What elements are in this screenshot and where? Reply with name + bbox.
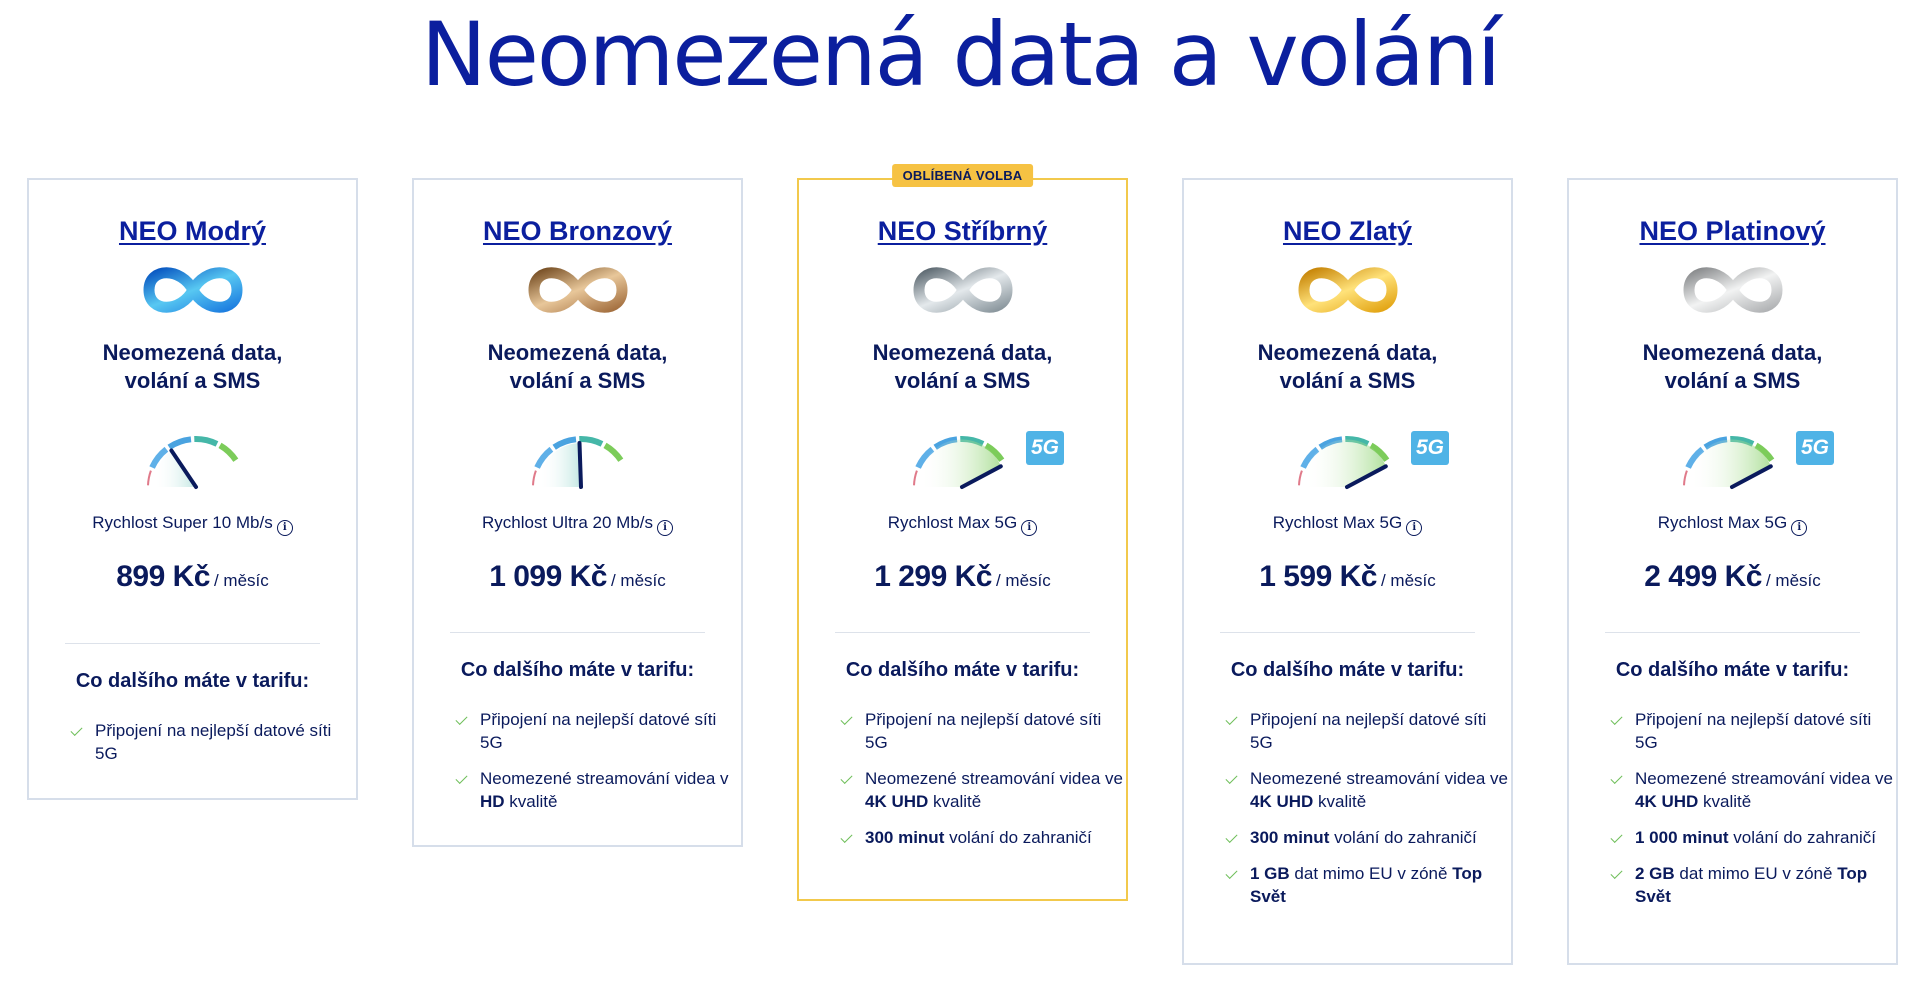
speed-gauge-row — [1569, 417, 1896, 497]
speed-gauge-icon — [1677, 417, 1787, 497]
feature-item — [1607, 767, 1896, 813]
speed-gauge-row — [1184, 417, 1511, 497]
infinity-blue-icon — [141, 261, 245, 319]
infinity-silver-icon — [911, 261, 1015, 319]
divider — [1605, 632, 1860, 633]
headline-line: volání a SMS — [1279, 368, 1416, 393]
speed-gauge-row — [29, 417, 356, 497]
feature-item — [67, 719, 356, 765]
check-icon — [1225, 713, 1237, 725]
plan-card — [797, 168, 1128, 901]
plan-card — [1567, 178, 1898, 965]
plan-headline — [1218, 339, 1478, 395]
info-icon[interactable]: i — [1406, 520, 1422, 536]
feature-highlight: Top Svět — [1250, 864, 1483, 906]
extras-title: Co dalšího máte v tarifu: — [75, 670, 310, 692]
speed-label: Rychlost Max 5G — [1657, 513, 1788, 532]
check-icon — [840, 831, 852, 843]
feature-item — [837, 767, 1126, 813]
speed-gauge-row — [799, 417, 1126, 497]
check-icon — [455, 713, 467, 725]
feature-item — [1607, 708, 1896, 754]
feature-list — [67, 719, 356, 765]
price-value: 2 499 Kč — [1644, 560, 1762, 593]
check-icon — [1225, 831, 1237, 843]
check-icon — [1225, 772, 1237, 784]
feature-text: Neomezené streamování videa ve — [865, 769, 1123, 788]
speed-label-row — [1184, 513, 1511, 536]
price-unit: / měsíc — [610, 571, 666, 590]
headline-line: Neomezená data, — [102, 340, 283, 365]
price-row — [1184, 560, 1511, 594]
info-icon[interactable]: i — [657, 520, 673, 536]
feature-text: Připojení na nejlepší datové síti 5G — [1250, 710, 1487, 752]
plan-card — [412, 178, 743, 847]
page-title: Neomezená data a volání — [420, 3, 1500, 106]
check-icon — [840, 713, 852, 725]
price-row — [414, 560, 741, 594]
feature-highlight: 1 GB — [1250, 864, 1290, 883]
feature-text: Připojení na nejlepší datové síti 5G — [1635, 710, 1872, 752]
feature-text: Připojení na nejlepší datové síti 5G — [480, 710, 717, 752]
speed-gauge-icon — [141, 417, 251, 497]
feature-text: Připojení na nejlepší datové síti 5G — [865, 710, 1102, 752]
speed-gauge-icon — [907, 417, 1017, 497]
feature-list — [837, 708, 1126, 849]
headline-line: volání a SMS — [1664, 368, 1801, 393]
extras-title: Co dalšího máte v tarifu: — [1615, 659, 1850, 681]
info-icon[interactable]: i — [1021, 520, 1037, 536]
feature-text: Neomezené streamování videa v — [480, 769, 729, 788]
divider — [65, 643, 320, 644]
price-unit: / měsíc — [1380, 571, 1436, 590]
check-icon — [1225, 867, 1237, 879]
feature-item — [1607, 826, 1896, 849]
plan-card — [27, 178, 358, 800]
speed-label-row — [799, 513, 1126, 536]
feature-text: kvalitě — [1698, 792, 1752, 811]
plan-card — [1182, 178, 1513, 965]
extras-title: Co dalšího máte v tarifu: — [460, 659, 695, 681]
plan-name-link[interactable]: NEO Platinový — [1639, 216, 1826, 246]
feature-list — [1607, 708, 1896, 908]
speed-label: Rychlost Ultra 20 Mb/s — [482, 513, 653, 532]
feature-list — [452, 708, 741, 813]
feature-highlight: 300 minut — [1250, 828, 1330, 847]
feature-highlight: 4K UHD — [1635, 792, 1699, 811]
plan-headline — [833, 339, 1093, 395]
info-icon[interactable]: i — [277, 520, 293, 536]
popular-badge: OBLÍBENÁ VOLBA — [892, 164, 1034, 187]
price-value: 1 299 Kč — [874, 560, 992, 593]
tag-5g-badge: 5G — [1026, 431, 1064, 465]
feature-text: dat mimo EU v zóně — [1289, 864, 1453, 883]
plan-name-link[interactable]: NEO Modrý — [118, 216, 266, 246]
price-row — [29, 560, 356, 594]
headline-line: volání a SMS — [124, 368, 261, 393]
extras-title: Co dalšího máte v tarifu: — [1230, 659, 1465, 681]
check-icon — [455, 772, 467, 784]
headline-line: Neomezená data, — [872, 340, 1053, 365]
feature-highlight: 300 minut — [865, 828, 945, 847]
feature-list — [1222, 708, 1511, 908]
price-value: 1 599 Kč — [1259, 560, 1377, 593]
plan-name-link[interactable]: NEO Bronzový — [482, 216, 673, 246]
speed-label-row — [29, 513, 356, 536]
feature-item — [452, 767, 741, 813]
infinity-platinum-icon — [1681, 261, 1785, 319]
feature-highlight: 4K UHD — [865, 792, 929, 811]
feature-text: Připojení na nejlepší datové síti 5G — [95, 721, 332, 763]
feature-item — [1607, 862, 1896, 908]
check-icon — [1610, 867, 1622, 879]
headline-line: Neomezená data, — [1642, 340, 1823, 365]
headline-line: Neomezená data, — [1257, 340, 1438, 365]
infinity-gold-icon — [1296, 261, 1400, 319]
feature-text: kvalitě — [504, 792, 558, 811]
check-icon — [1610, 772, 1622, 784]
price-value: 899 Kč — [116, 560, 210, 593]
headline-line: Neomezená data, — [487, 340, 668, 365]
check-icon — [1610, 713, 1622, 725]
price-value: 1 099 Kč — [489, 560, 607, 593]
speed-gauge-icon — [1292, 417, 1402, 497]
feature-text: volání do zahraničí — [1728, 828, 1876, 847]
check-icon — [840, 772, 852, 784]
info-icon[interactable]: i — [1791, 520, 1807, 536]
feature-highlight: Top Svět — [1635, 864, 1868, 906]
feature-highlight: 2 GB — [1635, 864, 1675, 883]
speed-gauge-row — [414, 417, 741, 497]
price-unit: / měsíc — [995, 571, 1051, 590]
headline-line: volání a SMS — [894, 368, 1031, 393]
price-row — [799, 560, 1126, 594]
feature-text: Neomezené streamování videa ve — [1250, 769, 1508, 788]
feature-text: kvalitě — [928, 792, 982, 811]
speed-gauge-icon — [526, 417, 636, 497]
speed-label: Rychlost Max 5G — [887, 513, 1018, 532]
feature-highlight: 1 000 minut — [1635, 828, 1729, 847]
headline-line: volání a SMS — [509, 368, 646, 393]
divider — [835, 632, 1090, 633]
speed-label: Rychlost Super 10 Mb/s — [92, 513, 273, 532]
feature-item — [1222, 708, 1511, 754]
feature-text: kvalitě — [1313, 792, 1367, 811]
plan-headline — [63, 339, 323, 395]
price-unit: / měsíc — [213, 571, 269, 590]
feature-item — [1222, 862, 1511, 908]
plan-name-link[interactable]: NEO Zlatý — [1282, 216, 1413, 246]
divider — [1220, 632, 1475, 633]
feature-item — [1222, 826, 1511, 849]
tag-5g-badge: 5G — [1411, 431, 1449, 465]
check-icon — [70, 724, 82, 736]
divider — [450, 632, 705, 633]
speed-label-row — [1569, 513, 1896, 536]
feature-item — [1222, 767, 1511, 813]
feature-text: Neomezené streamování videa ve — [1635, 769, 1893, 788]
plan-headline — [448, 339, 708, 395]
speed-label: Rychlost Max 5G — [1272, 513, 1403, 532]
feature-text: volání do zahraničí — [944, 828, 1092, 847]
infinity-bronze-icon — [526, 261, 630, 319]
feature-highlight: 4K UHD — [1250, 792, 1314, 811]
plan-name-link[interactable]: NEO Stříbrný — [877, 216, 1048, 246]
price-row — [1569, 560, 1896, 594]
tag-5g-badge: 5G — [1796, 431, 1834, 465]
feature-text: dat mimo EU v zóně — [1674, 864, 1838, 883]
feature-item — [452, 708, 741, 754]
extras-title: Co dalšího máte v tarifu: — [845, 659, 1080, 681]
feature-highlight: HD — [480, 792, 505, 811]
feature-text: volání do zahraničí — [1329, 828, 1477, 847]
feature-item — [837, 708, 1126, 754]
speed-label-row — [414, 513, 741, 536]
price-unit: / měsíc — [1765, 571, 1821, 590]
check-icon — [1610, 831, 1622, 843]
feature-item — [837, 826, 1126, 849]
plan-headline — [1603, 339, 1863, 395]
